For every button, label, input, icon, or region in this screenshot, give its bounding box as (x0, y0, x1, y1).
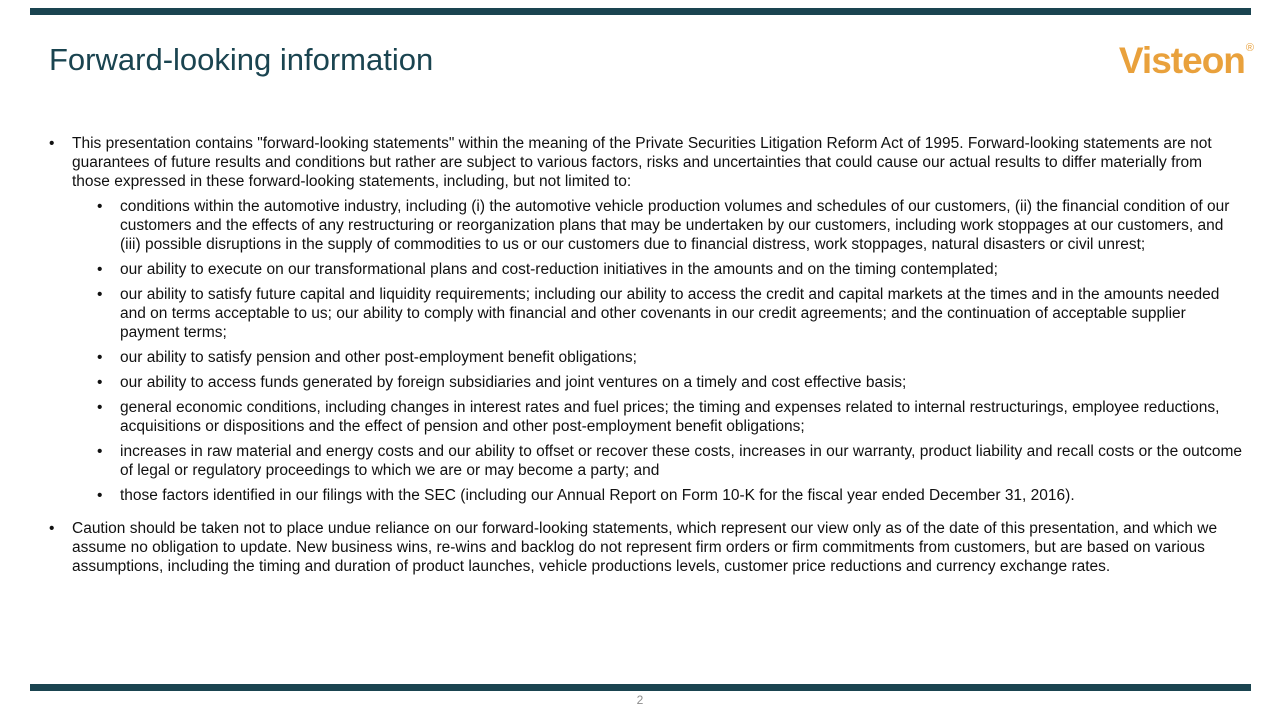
bullet-item (49, 519, 1243, 576)
bullet-text: our ability to access funds generated by foreign subsidiaries and joint ventures on a timely and cost effective basis; (120, 374, 907, 391)
bullet-marker: • (49, 135, 55, 152)
visteon-logo (1119, 40, 1254, 82)
bullet-text: those factors identified in our filings with the SEC (including our Annual Report on Form 10-K for the fiscal year ended December 31, 2016). (120, 487, 1075, 504)
bullet-item (97, 373, 1243, 392)
registered-trademark-symbol: ® (1245, 42, 1254, 54)
bullet-marker: • (97, 349, 103, 366)
bullet-text: our ability to satisfy pension and other post-employment benefit obligations; (120, 349, 637, 366)
bullet-item (97, 398, 1243, 436)
bullet-marker: • (97, 198, 103, 215)
bullet-item (97, 197, 1243, 254)
bullet-text: Caution should be taken not to place undue reliance on our forward-looking statements, which represent our view only as of the date of this presentation, and which we assume no obligation to update. New business wins, re-wins and backlog do not represent firm orders or firm commitments from customers, but are based on various assumptions, including the timing and duration of product launches, vehicle productions levels, customer price reductions and currency exchange rates. (72, 520, 1218, 575)
bullet-marker: • (49, 520, 55, 537)
bullet-text: our ability to satisfy future capital and liquidity requirements; including our ability to access the credit and capital markets at the times and in the amounts needed and on terms acceptable to us; our ability to comply with financial and other covenants in our credit agreements; and the continuation of acceptable supplier payment terms; (120, 286, 1220, 341)
bullet-item (49, 134, 1243, 191)
bullet-item (97, 442, 1243, 480)
bullet-list (49, 134, 1243, 582)
bullet-item (97, 486, 1243, 505)
bullet-text: general economic conditions, including changes in interest rates and fuel prices; the timing and expenses related to internal restructurings, employee reductions, acquisitions or dispositions and the effect of pension and other post-employment benefit obligations; (120, 399, 1220, 435)
logo-text: Visteon (1118, 40, 1245, 81)
bullet-item (97, 285, 1243, 342)
bullet-item (97, 260, 1243, 279)
bullet-item (97, 348, 1243, 367)
bullet-marker: • (97, 443, 103, 460)
bullet-marker: • (97, 261, 103, 278)
page-number: 2 (636, 693, 644, 707)
slide-title: Forward-looking information (49, 42, 434, 77)
bullet-marker: • (97, 374, 103, 391)
bottom-accent-bar (30, 684, 1251, 691)
bullet-marker: • (97, 399, 103, 416)
bullet-marker: • (97, 487, 103, 504)
top-accent-bar (30, 8, 1251, 15)
bullet-text: This presentation contains "forward-looking statements" within the meaning of the Private Securities Litigation Reform Act of 1995. Forward-looking statements are not guarantees of future results and conditions but rather are subject to various factors, risks and uncertainties that could cause our actual results to differ materially from those expressed in these forward-looking statements, including, but not limited to: (72, 135, 1212, 190)
bullet-marker: • (97, 286, 103, 303)
bullet-text: increases in raw material and energy costs and our ability to offset or recover these costs, increases in our warranty, product liability and recall costs or the outcome of legal or regulatory proceedings to which we are or may become a party; and (120, 443, 1242, 479)
bullet-text: conditions within the automotive industry, including (i) the automotive vehicle production volumes and schedules of our customers, (ii) the financial condition of our customers and the effects of any restructuring or reorganization plans that may be undertaken by our customers, including work stoppages at our customers, and (iii) possible disruptions in the supply of commodities to us or our customers due to financial distress, work stoppages, natural disasters or civil unrest; (120, 198, 1230, 253)
bullet-text: our ability to execute on our transformational plans and cost-reduction initiatives in the amounts and on the timing contemplated; (120, 261, 998, 278)
